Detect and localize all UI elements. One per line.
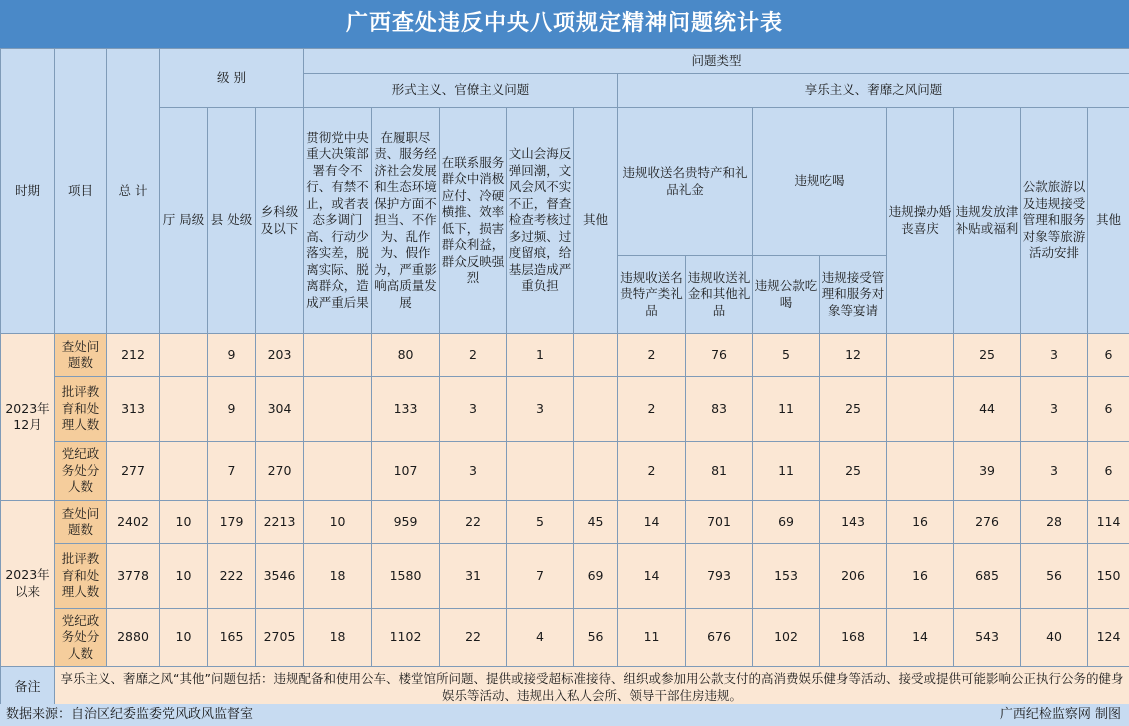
xian-cell: 222 — [208, 544, 256, 609]
eat2-cell: 25 — [820, 377, 887, 442]
note-row — [1, 667, 1129, 709]
f1-cell: 10 — [304, 501, 372, 544]
f4-cell: 7 — [507, 544, 574, 609]
header-formalism-1: 贯彻党中央重大决策部署有令不行、有禁不止，或者表态多调门高、行动少落实差，脱离实际、脱离群众，造成严重后果 — [304, 108, 372, 334]
xian-cell: 9 — [208, 377, 256, 442]
wedding-cell: 16 — [887, 501, 954, 544]
gift1-cell: 14 — [618, 544, 686, 609]
total-cell: 277 — [107, 442, 160, 501]
total-cell: 2402 — [107, 501, 160, 544]
gift2-cell: 676 — [686, 609, 753, 667]
gift2-cell: 76 — [686, 334, 753, 377]
gift2-cell: 701 — [686, 501, 753, 544]
xian-cell: 179 — [208, 501, 256, 544]
gift2-cell: 83 — [686, 377, 753, 442]
header-wedding: 违规操办婚丧喜庆 — [887, 108, 954, 334]
welfare-cell: 39 — [954, 442, 1021, 501]
header-gift: 违规收送名贵特产和礼品礼金 — [618, 108, 753, 256]
other-cell: 150 — [1088, 544, 1129, 609]
f5-cell — [574, 377, 618, 442]
f1-cell: 18 — [304, 544, 372, 609]
f5-cell: 56 — [574, 609, 618, 667]
xiang-cell: 2705 — [256, 609, 304, 667]
xian-cell: 9 — [208, 334, 256, 377]
f5-cell: 69 — [574, 544, 618, 609]
gift2-cell: 81 — [686, 442, 753, 501]
xiang-cell: 304 — [256, 377, 304, 442]
travel-cell: 3 — [1021, 442, 1088, 501]
table-title: 广西查处违反中央八项规定精神问题统计表 — [0, 0, 1129, 48]
travel-cell: 3 — [1021, 377, 1088, 442]
f1-cell — [304, 442, 372, 501]
ting-cell — [160, 377, 208, 442]
xian-cell: 7 — [208, 442, 256, 501]
ting-cell: 10 — [160, 544, 208, 609]
gift1-cell: 11 — [618, 609, 686, 667]
ting-cell — [160, 442, 208, 501]
header-formalism-3: 在联系服务群众中消极应付、冷硬横推、效率低下，损害群众利益，群众反映强烈 — [440, 108, 507, 334]
ting-cell — [160, 334, 208, 377]
total-cell: 2880 — [107, 609, 160, 667]
header-period: 时期 — [1, 49, 55, 334]
travel-cell: 3 — [1021, 334, 1088, 377]
xiang-cell: 270 — [256, 442, 304, 501]
eat2-cell: 168 — [820, 609, 887, 667]
f3-cell: 31 — [440, 544, 507, 609]
f2-cell: 1102 — [372, 609, 440, 667]
welfare-cell: 44 — [954, 377, 1021, 442]
period-cell: 2023年以来 — [1, 501, 55, 667]
f2-cell: 80 — [372, 334, 440, 377]
gift2-cell: 793 — [686, 544, 753, 609]
f2-cell: 133 — [372, 377, 440, 442]
travel-cell: 28 — [1021, 501, 1088, 544]
header-formalism-4: 文山会海反弹回潮，文风会风不实不正，督查检查考核过多过频、过度留痕，给基层造成严重负担 — [507, 108, 574, 334]
header-item: 项目 — [55, 49, 107, 334]
period-cell: 2023年12月 — [1, 334, 55, 501]
f2-cell: 107 — [372, 442, 440, 501]
f5-cell: 45 — [574, 501, 618, 544]
gift1-cell: 2 — [618, 377, 686, 442]
header-gift-2: 违规收送礼金和其他礼品 — [686, 256, 753, 334]
row-label: 查处问题数 — [55, 501, 107, 544]
table-row — [1, 609, 1129, 667]
row-label: 党纪政务处分人数 — [55, 609, 107, 667]
travel-cell: 56 — [1021, 544, 1088, 609]
f4-cell: 4 — [507, 609, 574, 667]
credit: 广西纪检监察网 制图 — [999, 707, 1121, 722]
gift1-cell: 2 — [618, 334, 686, 377]
table-row — [1, 377, 1129, 442]
wedding-cell — [887, 377, 954, 442]
eat2-cell: 206 — [820, 544, 887, 609]
header-level: 级 别 — [160, 49, 304, 108]
header-travel: 公款旅游以及违规接受管理和服务对象等旅游活动安排 — [1021, 108, 1088, 334]
xiang-cell: 203 — [256, 334, 304, 377]
statistics-table — [0, 48, 1129, 709]
other-cell: 124 — [1088, 609, 1129, 667]
other-cell: 6 — [1088, 377, 1129, 442]
welfare-cell: 276 — [954, 501, 1021, 544]
header-total: 总 计 — [107, 49, 160, 334]
f3-cell: 2 — [440, 334, 507, 377]
header-eat: 违规吃喝 — [753, 108, 887, 256]
f4-cell — [507, 442, 574, 501]
f5-cell — [574, 442, 618, 501]
header-eat-2: 违规接受管理和服务对象等宴请 — [820, 256, 887, 334]
f1-cell — [304, 377, 372, 442]
f5-cell — [574, 334, 618, 377]
eat1-cell: 69 — [753, 501, 820, 544]
header-welfare: 违规发放津补贴或福利 — [954, 108, 1021, 334]
f4-cell: 5 — [507, 501, 574, 544]
f1-cell: 18 — [304, 609, 372, 667]
header-formalism-other: 其他 — [574, 108, 618, 334]
eat1-cell: 11 — [753, 442, 820, 501]
header-level-ting: 厅 局级 — [160, 108, 208, 334]
f1-cell — [304, 334, 372, 377]
ting-cell: 10 — [160, 501, 208, 544]
data-source: 数据来源：自治区纪委监委党风政风监督室 — [6, 707, 254, 722]
xiang-cell: 3546 — [256, 544, 304, 609]
total-cell: 313 — [107, 377, 160, 442]
note-text: 享乐主义、奢靡之风“其他”问题包括：违规配备和使用公车、楼堂馆所问题、提供或接受超标准接待、组织或参加用公款支付的高消费娱乐健身等活动、接受或提供可能影响公正执行公务的健身娱乐等活动、违规出入私人会所、领导干部住房违规。 — [55, 667, 1129, 709]
header-level-xiang: 乡科级及以下 — [256, 108, 304, 334]
table-row — [1, 442, 1129, 501]
f2-cell: 1580 — [372, 544, 440, 609]
header-level-xian: 县 处级 — [208, 108, 256, 334]
header-hedonism-other: 其他 — [1088, 108, 1129, 334]
eat2-cell: 12 — [820, 334, 887, 377]
other-cell: 114 — [1088, 501, 1129, 544]
total-cell: 3778 — [107, 544, 160, 609]
header-problem-type: 问题类型 — [304, 49, 1129, 74]
wedding-cell — [887, 334, 954, 377]
f3-cell: 22 — [440, 609, 507, 667]
gift1-cell: 2 — [618, 442, 686, 501]
other-cell: 6 — [1088, 334, 1129, 377]
f4-cell: 1 — [507, 334, 574, 377]
wedding-cell: 16 — [887, 544, 954, 609]
eat1-cell: 102 — [753, 609, 820, 667]
header-formalism-2: 在履职尽责、服务经济社会发展和生态环境保护方面不担当、不作为、乱作为、假作为，严重影响高质量发展 — [372, 108, 440, 334]
row-label: 批评教育和处理人数 — [55, 544, 107, 609]
wedding-cell: 14 — [887, 609, 954, 667]
table-row — [1, 501, 1129, 544]
header-eat-1: 违规公款吃喝 — [753, 256, 820, 334]
travel-cell: 40 — [1021, 609, 1088, 667]
f3-cell: 3 — [440, 377, 507, 442]
row-label: 查处问题数 — [55, 334, 107, 377]
other-cell: 6 — [1088, 442, 1129, 501]
eat2-cell: 25 — [820, 442, 887, 501]
welfare-cell: 685 — [954, 544, 1021, 609]
xiang-cell: 2213 — [256, 501, 304, 544]
eat1-cell: 11 — [753, 377, 820, 442]
footer — [0, 704, 1129, 726]
welfare-cell: 543 — [954, 609, 1021, 667]
xian-cell: 165 — [208, 609, 256, 667]
f3-cell: 22 — [440, 501, 507, 544]
header-hedonism: 享乐主义、奢靡之风问题 — [618, 74, 1129, 108]
welfare-cell: 25 — [954, 334, 1021, 377]
eat1-cell: 5 — [753, 334, 820, 377]
gift1-cell: 14 — [618, 501, 686, 544]
ting-cell: 10 — [160, 609, 208, 667]
row-label: 批评教育和处理人数 — [55, 377, 107, 442]
f4-cell: 3 — [507, 377, 574, 442]
total-cell: 212 — [107, 334, 160, 377]
note-label: 备注 — [1, 667, 55, 709]
f3-cell: 3 — [440, 442, 507, 501]
wedding-cell — [887, 442, 954, 501]
row-label: 党纪政务处分人数 — [55, 442, 107, 501]
header-gift-1: 违规收送名贵特产类礼品 — [618, 256, 686, 334]
table-row — [1, 334, 1129, 377]
f2-cell: 959 — [372, 501, 440, 544]
table-row — [1, 544, 1129, 609]
eat1-cell: 153 — [753, 544, 820, 609]
header-formalism: 形式主义、官僚主义问题 — [304, 74, 618, 108]
eat2-cell: 143 — [820, 501, 887, 544]
